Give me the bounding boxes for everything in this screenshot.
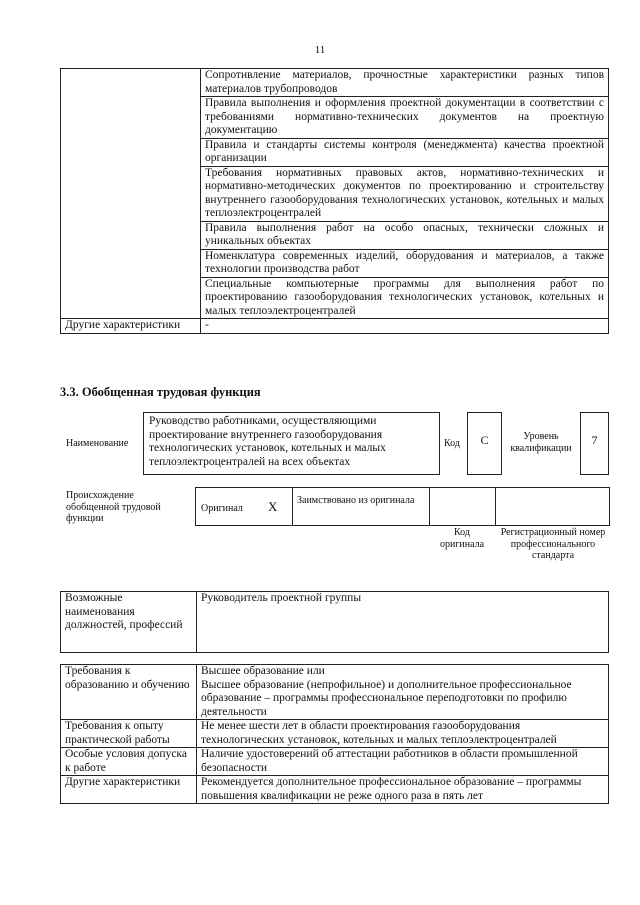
requirement-value: Наличие удостоверений об аттестации работников в области промышленной безопасности xyxy=(197,748,609,776)
list-item: Специальные компьютерные программы для выполнения работ по проектированию газооборудования технологических установок, котельных и малых теплоэлектроцентралей xyxy=(201,277,609,319)
list-item: Номенклатура современных изделий, оборудования и материалов, а также технологии производства работ xyxy=(201,249,609,277)
requirement-label: Требования к опыту практической работы xyxy=(61,720,197,748)
list-item: Правила выполнения и оформления проектной документации в соответствии с требованиями нормативно-технических документов на проектную документацию xyxy=(201,97,609,139)
requirement-label: Особые условия допуска к работе xyxy=(61,748,197,776)
table-row xyxy=(61,592,609,653)
page-number: 11 xyxy=(314,44,326,56)
code-original-caption: Код оригинала xyxy=(439,527,485,550)
requirements-table xyxy=(60,664,609,804)
name-value: Руководство работниками, осуществляющими проектирование внутреннего газооборудования технологических установок, котельных и малых теплоэлектроцентралей на всех объектах xyxy=(149,415,386,468)
original-label: Оригинал xyxy=(201,503,243,514)
requirement-value: Высшее образование или Высшее образование (непрофильное) и дополнительное профессиональное образование – программы профессиональное переподготовки по профилю деятельности xyxy=(197,665,609,720)
requirement-value: Не менее шести лет в области проектирования газооборудования технологических установок, котельных и малых теплоэлектроцентралей xyxy=(197,720,609,748)
list-item: Правила и стандарты системы контроля (менеджмента) качества проектной организации xyxy=(201,138,609,166)
section-title: 3.3. Обобщенная трудовая функция xyxy=(60,385,261,399)
code-label: Код xyxy=(444,438,460,449)
name-label: Наименование xyxy=(66,438,129,449)
requirement-value: Рекомендуется дополнительное профессиональное образование – программы повышения квалификации не реже одного раза в пять лет xyxy=(197,776,609,804)
original-mark: X xyxy=(268,499,278,514)
other-characteristics-label: Другие характеристики xyxy=(61,319,201,334)
origin-box xyxy=(195,487,610,526)
reg-number-caption: Регистрационный номер профессионального стандарта xyxy=(500,527,606,561)
requirement-label: Другие характеристики xyxy=(61,776,197,804)
positions-value: Руководитель проектной группы xyxy=(197,592,609,653)
table-row xyxy=(61,665,609,720)
positions-table xyxy=(60,591,609,653)
origin-label: Происхождение обобщенной трудовой функции xyxy=(66,490,161,524)
list-item: Требования нормативных правовых актов, нормативно-технических и нормативно-методических документов по проектированию и строительству внутреннего газооборудования технологических установок, котельных и малых теплоэлектроцентралей xyxy=(201,166,609,221)
requirement-label: Требования к образованию и обучению xyxy=(61,665,197,720)
table-row xyxy=(61,776,609,804)
divider xyxy=(429,488,430,525)
name-box xyxy=(143,412,440,475)
divider xyxy=(495,488,496,525)
level-value: 7 xyxy=(580,412,609,475)
knowledge-table xyxy=(60,68,609,334)
table-row xyxy=(61,748,609,776)
table-row xyxy=(61,319,609,334)
table-row xyxy=(61,720,609,748)
list-item: Правила выполнения работ на особо опасных, технически сложных и уникальных объектах xyxy=(201,221,609,249)
table-cell-empty xyxy=(61,69,201,319)
borrowed-label: Заимствовано из оригинала xyxy=(297,495,415,506)
divider xyxy=(292,488,293,525)
positions-label: Возможные наименования должностей, профессий xyxy=(61,592,197,653)
table-row xyxy=(61,69,609,97)
level-label: Уровень квалификации xyxy=(510,431,572,454)
list-item: Сопротивление материалов, прочностные характеристики разных типов материалов трубопроводов xyxy=(201,69,609,97)
code-value: C xyxy=(467,412,502,475)
other-characteristics-value: - xyxy=(201,319,609,334)
